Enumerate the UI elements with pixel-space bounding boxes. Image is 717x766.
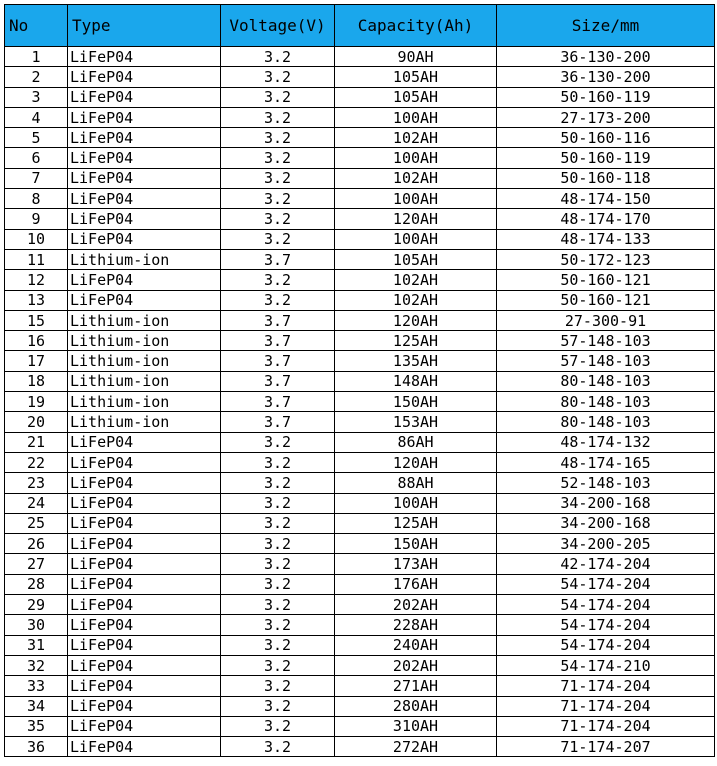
- table-row: [5, 310, 715, 330]
- cell-type: LiFeP04: [68, 452, 221, 472]
- cell-size: 57-148-103: [497, 351, 715, 371]
- cell-voltage: 3.2: [221, 493, 335, 513]
- cell-no: 26: [5, 534, 68, 554]
- cell-voltage: 3.2: [221, 189, 335, 209]
- cell-capacity: 150AH: [335, 392, 497, 412]
- table-row: [5, 290, 715, 310]
- cell-voltage: 3.2: [221, 209, 335, 229]
- cell-size: 54-174-210: [497, 655, 715, 675]
- cell-size: 54-174-204: [497, 574, 715, 594]
- table-row: [5, 534, 715, 554]
- cell-type: LiFeP04: [68, 107, 221, 127]
- cell-no: 17: [5, 351, 68, 371]
- cell-capacity: 271AH: [335, 676, 497, 696]
- cell-capacity: 102AH: [335, 128, 497, 148]
- cell-size: 50-160-121: [497, 290, 715, 310]
- cell-size: 48-174-133: [497, 229, 715, 249]
- table-row: [5, 392, 715, 412]
- table-row: [5, 412, 715, 432]
- cell-size: 36-130-200: [497, 67, 715, 87]
- table-row: [5, 513, 715, 533]
- table-row: [5, 189, 715, 209]
- table-row: [5, 432, 715, 452]
- cell-type: LiFeP04: [68, 473, 221, 493]
- cell-voltage: 3.2: [221, 554, 335, 574]
- cell-capacity: 102AH: [335, 168, 497, 188]
- cell-capacity: 105AH: [335, 87, 497, 107]
- cell-no: 16: [5, 331, 68, 351]
- cell-no: 23: [5, 473, 68, 493]
- cell-capacity: 86AH: [335, 432, 497, 452]
- cell-no: 13: [5, 290, 68, 310]
- cell-size: 52-148-103: [497, 473, 715, 493]
- table-row: [5, 148, 715, 168]
- cell-no: 15: [5, 310, 68, 330]
- cell-type: LiFeP04: [68, 595, 221, 615]
- table-row: [5, 168, 715, 188]
- cell-no: 21: [5, 432, 68, 452]
- cell-type: LiFeP04: [68, 493, 221, 513]
- cell-capacity: 88AH: [335, 473, 497, 493]
- cell-type: LiFeP04: [68, 432, 221, 452]
- cell-size: 27-300-91: [497, 310, 715, 330]
- cell-capacity: 100AH: [335, 229, 497, 249]
- cell-size: 71-174-204: [497, 696, 715, 716]
- cell-no: 22: [5, 452, 68, 472]
- cell-capacity: 125AH: [335, 331, 497, 351]
- cell-voltage: 3.2: [221, 229, 335, 249]
- header-voltage: Voltage(V): [221, 5, 335, 47]
- cell-type: LiFeP04: [68, 67, 221, 87]
- cell-no: 4: [5, 107, 68, 127]
- cell-type: LiFeP04: [68, 574, 221, 594]
- cell-capacity: 228AH: [335, 615, 497, 635]
- cell-size: 48-174-170: [497, 209, 715, 229]
- cell-no: 32: [5, 655, 68, 675]
- cell-no: 3: [5, 87, 68, 107]
- cell-voltage: 3.2: [221, 716, 335, 736]
- table-row: [5, 249, 715, 269]
- table-row: [5, 716, 715, 736]
- cell-voltage: 3.2: [221, 534, 335, 554]
- table-body: [5, 47, 715, 757]
- cell-type: LiFeP04: [68, 655, 221, 675]
- cell-capacity: 102AH: [335, 290, 497, 310]
- cell-voltage: 3.2: [221, 696, 335, 716]
- cell-voltage: 3.7: [221, 331, 335, 351]
- cell-no: 28: [5, 574, 68, 594]
- table-header-row: [5, 5, 715, 47]
- cell-size: 80-148-103: [497, 412, 715, 432]
- cell-voltage: 3.2: [221, 148, 335, 168]
- cell-size: 57-148-103: [497, 331, 715, 351]
- cell-size: 54-174-204: [497, 615, 715, 635]
- table-row: [5, 554, 715, 574]
- cell-type: LiFeP04: [68, 270, 221, 290]
- cell-capacity: 90AH: [335, 47, 497, 67]
- cell-no: 10: [5, 229, 68, 249]
- cell-no: 12: [5, 270, 68, 290]
- cell-type: LiFeP04: [68, 676, 221, 696]
- header-no: No: [5, 5, 68, 47]
- cell-size: 71-174-207: [497, 737, 715, 757]
- cell-type: Lithium-ion: [68, 331, 221, 351]
- cell-size: 50-172-123: [497, 249, 715, 269]
- cell-type: LiFeP04: [68, 290, 221, 310]
- cell-capacity: 135AH: [335, 351, 497, 371]
- cell-size: 42-174-204: [497, 554, 715, 574]
- cell-capacity: 100AH: [335, 189, 497, 209]
- table-row: [5, 574, 715, 594]
- cell-size: 50-160-121: [497, 270, 715, 290]
- cell-size: 34-200-168: [497, 513, 715, 533]
- cell-voltage: 3.2: [221, 676, 335, 696]
- cell-size: 80-148-103: [497, 392, 715, 412]
- cell-no: 36: [5, 737, 68, 757]
- cell-voltage: 3.2: [221, 513, 335, 533]
- cell-no: 6: [5, 148, 68, 168]
- cell-capacity: 173AH: [335, 554, 497, 574]
- cell-capacity: 202AH: [335, 595, 497, 615]
- cell-no: 24: [5, 493, 68, 513]
- cell-voltage: 3.2: [221, 107, 335, 127]
- cell-capacity: 176AH: [335, 574, 497, 594]
- cell-type: LiFeP04: [68, 635, 221, 655]
- cell-no: 31: [5, 635, 68, 655]
- table-row: [5, 452, 715, 472]
- cell-size: 54-174-204: [497, 595, 715, 615]
- cell-voltage: 3.7: [221, 392, 335, 412]
- table-row: [5, 493, 715, 513]
- cell-no: 2: [5, 67, 68, 87]
- cell-size: 27-173-200: [497, 107, 715, 127]
- table-row: [5, 371, 715, 391]
- cell-voltage: 3.2: [221, 128, 335, 148]
- cell-type: LiFeP04: [68, 615, 221, 635]
- table-row: [5, 595, 715, 615]
- cell-capacity: 100AH: [335, 107, 497, 127]
- cell-type: LiFeP04: [68, 47, 221, 67]
- cell-no: 1: [5, 47, 68, 67]
- cell-type: Lithium-ion: [68, 392, 221, 412]
- table-row: [5, 615, 715, 635]
- cell-type: Lithium-ion: [68, 371, 221, 391]
- cell-capacity: 150AH: [335, 534, 497, 554]
- cell-voltage: 3.2: [221, 615, 335, 635]
- cell-capacity: 280AH: [335, 696, 497, 716]
- cell-type: LiFeP04: [68, 209, 221, 229]
- cell-voltage: 3.2: [221, 473, 335, 493]
- cell-voltage: 3.2: [221, 432, 335, 452]
- cell-no: 9: [5, 209, 68, 229]
- cell-capacity: 120AH: [335, 452, 497, 472]
- cell-capacity: 102AH: [335, 270, 497, 290]
- cell-capacity: 100AH: [335, 148, 497, 168]
- cell-capacity: 202AH: [335, 655, 497, 675]
- cell-type: LiFeP04: [68, 534, 221, 554]
- table-row: [5, 107, 715, 127]
- cell-capacity: 120AH: [335, 209, 497, 229]
- cell-no: 19: [5, 392, 68, 412]
- table-row: [5, 473, 715, 493]
- cell-size: 34-200-205: [497, 534, 715, 554]
- cell-no: 20: [5, 412, 68, 432]
- cell-voltage: 3.2: [221, 635, 335, 655]
- cell-no: 29: [5, 595, 68, 615]
- cell-voltage: 3.2: [221, 737, 335, 757]
- cell-size: 50-160-118: [497, 168, 715, 188]
- cell-size: 48-174-165: [497, 452, 715, 472]
- cell-no: 8: [5, 189, 68, 209]
- cell-no: 30: [5, 615, 68, 635]
- table-row: [5, 737, 715, 757]
- table-row: [5, 635, 715, 655]
- table-row: [5, 128, 715, 148]
- table-row: [5, 351, 715, 371]
- cell-capacity: 153AH: [335, 412, 497, 432]
- cell-capacity: 272AH: [335, 737, 497, 757]
- cell-voltage: 3.2: [221, 67, 335, 87]
- cell-size: 80-148-103: [497, 371, 715, 391]
- cell-size: 48-174-132: [497, 432, 715, 452]
- cell-type: LiFeP04: [68, 737, 221, 757]
- cell-voltage: 3.2: [221, 168, 335, 188]
- cell-type: Lithium-ion: [68, 351, 221, 371]
- cell-voltage: 3.2: [221, 47, 335, 67]
- cell-size: 50-160-119: [497, 148, 715, 168]
- cell-voltage: 3.7: [221, 412, 335, 432]
- header-capacity: Capacity(Ah): [335, 5, 497, 47]
- table-row: [5, 696, 715, 716]
- cell-voltage: 3.7: [221, 249, 335, 269]
- cell-no: 11: [5, 249, 68, 269]
- table-row: [5, 87, 715, 107]
- cell-size: 50-160-119: [497, 87, 715, 107]
- battery-spec-sheet: [4, 4, 715, 757]
- cell-type: LiFeP04: [68, 168, 221, 188]
- cell-size: 34-200-168: [497, 493, 715, 513]
- battery-spec-table: [4, 4, 715, 757]
- cell-no: 27: [5, 554, 68, 574]
- table-row: [5, 47, 715, 67]
- cell-no: 25: [5, 513, 68, 533]
- cell-type: Lithium-ion: [68, 249, 221, 269]
- cell-voltage: 3.2: [221, 87, 335, 107]
- cell-voltage: 3.7: [221, 351, 335, 371]
- cell-type: LiFeP04: [68, 716, 221, 736]
- cell-type: LiFeP04: [68, 696, 221, 716]
- header-size: Size/mm: [497, 5, 715, 47]
- cell-size: 36-130-200: [497, 47, 715, 67]
- cell-no: 18: [5, 371, 68, 391]
- cell-voltage: 3.7: [221, 371, 335, 391]
- cell-capacity: 105AH: [335, 249, 497, 269]
- cell-size: 54-174-204: [497, 635, 715, 655]
- cell-type: Lithium-ion: [68, 412, 221, 432]
- cell-type: Lithium-ion: [68, 310, 221, 330]
- cell-voltage: 3.2: [221, 270, 335, 290]
- cell-capacity: 310AH: [335, 716, 497, 736]
- table-row: [5, 270, 715, 290]
- cell-no: 35: [5, 716, 68, 736]
- table-row: [5, 331, 715, 351]
- cell-no: 33: [5, 676, 68, 696]
- cell-size: 50-160-116: [497, 128, 715, 148]
- cell-capacity: 125AH: [335, 513, 497, 533]
- cell-no: 34: [5, 696, 68, 716]
- cell-type: LiFeP04: [68, 189, 221, 209]
- cell-capacity: 100AH: [335, 493, 497, 513]
- cell-size: 71-174-204: [497, 716, 715, 736]
- table-row: [5, 655, 715, 675]
- table-row: [5, 229, 715, 249]
- cell-voltage: 3.7: [221, 310, 335, 330]
- table-row: [5, 676, 715, 696]
- cell-capacity: 240AH: [335, 635, 497, 655]
- cell-size: 48-174-150: [497, 189, 715, 209]
- cell-capacity: 148AH: [335, 371, 497, 391]
- table-row: [5, 209, 715, 229]
- cell-no: 7: [5, 168, 68, 188]
- cell-type: LiFeP04: [68, 148, 221, 168]
- cell-voltage: 3.2: [221, 574, 335, 594]
- cell-type: LiFeP04: [68, 128, 221, 148]
- cell-type: LiFeP04: [68, 87, 221, 107]
- table-row: [5, 67, 715, 87]
- cell-voltage: 3.2: [221, 595, 335, 615]
- cell-capacity: 120AH: [335, 310, 497, 330]
- cell-capacity: 105AH: [335, 67, 497, 87]
- cell-no: 5: [5, 128, 68, 148]
- cell-type: LiFeP04: [68, 229, 221, 249]
- cell-voltage: 3.2: [221, 452, 335, 472]
- cell-voltage: 3.2: [221, 290, 335, 310]
- header-type: Type: [68, 5, 221, 47]
- cell-size: 71-174-204: [497, 676, 715, 696]
- cell-voltage: 3.2: [221, 655, 335, 675]
- cell-type: LiFeP04: [68, 513, 221, 533]
- cell-type: LiFeP04: [68, 554, 221, 574]
